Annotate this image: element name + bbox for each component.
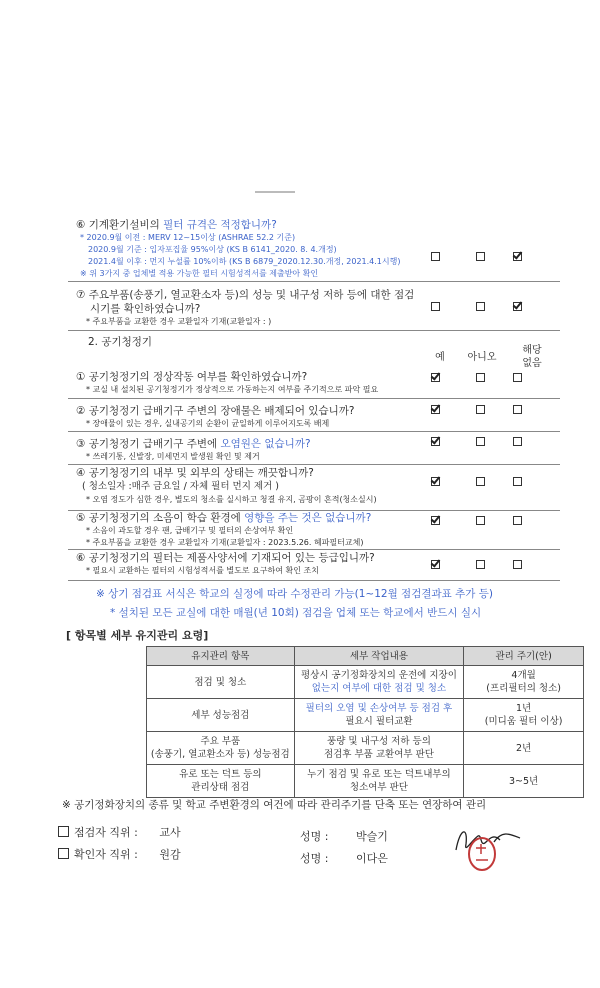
q7-sub: * 주요부품을 교환한 경우 교환일자 기재(교환일자 : ) bbox=[86, 317, 272, 326]
seal-mark bbox=[476, 844, 488, 860]
verifier-position: 원감 bbox=[159, 848, 181, 861]
table-row bbox=[147, 666, 584, 699]
s2q5-sub2: * 주요부품을 교환한 경우 교환일자 기재(교환일자 : 2023.5.26. 헤파필터교체) bbox=[86, 538, 364, 547]
header-cycle: 관리 주기(안) bbox=[464, 647, 584, 666]
s2q3-title-prefix: ③ 공기청정기 급배기구 주변에 bbox=[76, 438, 221, 450]
s2q3-title bbox=[76, 437, 560, 451]
table-row bbox=[147, 732, 584, 765]
row-item-line2: 관리상태 점검 bbox=[191, 782, 250, 793]
checked-checkbox-icon[interactable] bbox=[431, 560, 440, 569]
s2q5-title-prefix: ⑤ 공기청정기의 소음이 학습 환경에 bbox=[76, 512, 245, 524]
table-row bbox=[147, 765, 584, 798]
row-cycle-line2: (미디움 필터 이상) bbox=[484, 716, 563, 727]
q6-line-1: * 2020.9월 이전 : MERV 12~15이상 (ASHRAE 52.2 기준) bbox=[80, 233, 296, 242]
section2-heading: 2. 공기청정기 bbox=[88, 336, 153, 348]
q6-line-2: 2020.9월 기준 : 입자포집율 95%이상 (KS B 6141_2020. 8. 4.개정) bbox=[88, 245, 337, 254]
checkbox-icon[interactable] bbox=[431, 252, 440, 261]
divider bbox=[68, 330, 560, 331]
q6-title-prefix: ⑥ 기계환기설비의 bbox=[76, 219, 164, 231]
section2-q4 bbox=[76, 466, 560, 506]
section2-q3 bbox=[76, 437, 560, 463]
checkbox-icon[interactable] bbox=[476, 252, 485, 261]
name-label-1: 성명 : bbox=[300, 830, 329, 843]
section1-q6 bbox=[76, 218, 560, 280]
checkbox-icon[interactable] bbox=[513, 516, 522, 525]
checkbox-icon[interactable] bbox=[513, 560, 522, 569]
row-cycle bbox=[464, 699, 584, 732]
q6-line-3: 2021.4월 이후 : 먼지 누설률 10%이하 (KS B 6879_2020.12.30.개정, 2021.4.1시행) bbox=[88, 257, 401, 266]
maintenance-footnote: ※ 공기정화장치의 종류 및 학교 주변환경의 여건에 따라 관리주기를 단축 또는 연장하여 관리 bbox=[62, 799, 487, 811]
note-2: * 설치된 모든 교실에 대한 매월(년 10회) 점검을 업체 또는 학교에서 반드시 실시 bbox=[110, 607, 482, 619]
row-item-line2: (송풍기, 열교환소자 등) 성능점검 bbox=[150, 749, 290, 760]
checkbox-icon[interactable] bbox=[513, 437, 522, 446]
checkbox-icon[interactable] bbox=[476, 560, 485, 569]
col-yes-header: 예 bbox=[435, 352, 445, 363]
inspector-label: 점검자 직위 : bbox=[74, 826, 138, 839]
s2q6-title: ⑥ 공기청정기의 필터는 제품사양서에 기재되어 있는 등급입니까? bbox=[76, 552, 375, 564]
checkbox-icon[interactable] bbox=[513, 405, 522, 414]
checkbox-icon[interactable] bbox=[431, 302, 440, 311]
q6-title-emph: 필터 규격은 적정합니까? bbox=[163, 219, 277, 231]
section2-q5 bbox=[76, 511, 560, 549]
checkbox-icon[interactable] bbox=[476, 405, 485, 414]
row-work bbox=[294, 732, 464, 765]
checkbox-icon[interactable] bbox=[476, 437, 485, 446]
s2q2-title: ② 공기청정기 급배기구 주변의 장애물은 배제되어 있습니까? bbox=[76, 405, 355, 417]
row-work bbox=[294, 765, 464, 798]
checkbox-icon[interactable] bbox=[476, 302, 485, 311]
row-work-line2: 점검후 부품 교환여부 판단 bbox=[323, 749, 434, 760]
divider bbox=[68, 398, 560, 399]
header-work: 세부 작업내용 bbox=[294, 647, 464, 666]
row-work-line1: 평상시 공기정화장치의 운전에 지장이 bbox=[300, 670, 457, 681]
row-cycle-line2: (프리필터의 청소) bbox=[486, 683, 561, 694]
row-work-line2: 없는지 여부에 대한 점검 및 청소 bbox=[311, 683, 447, 694]
section2-q2 bbox=[76, 404, 560, 430]
inspector-position: 교사 bbox=[159, 826, 181, 839]
s2q5-sub1: * 소음이 과도할 경우 팬, 급배기구 및 필터의 손상여부 확인 bbox=[86, 526, 294, 535]
maintenance-heading: [ 항목별 세부 유지관리 요령] bbox=[66, 629, 209, 642]
divider bbox=[68, 281, 560, 282]
checked-checkbox-icon[interactable] bbox=[431, 405, 440, 414]
checkbox-icon[interactable] bbox=[476, 373, 485, 382]
s2q4-sub2: * 오염 정도가 심한 경우, 별도의 청소를 실시하고 청결 유지, 곰팡이 흔적(청소실시) bbox=[86, 495, 377, 504]
row-work-line1: 필터의 오염 및 손상여부 등 점검 후 bbox=[305, 703, 453, 714]
maintenance-table bbox=[146, 646, 584, 798]
header-item: 유지관리 항목 bbox=[147, 647, 295, 666]
s2q4-title: ④ 공기청정기의 내부 및 외부의 상태는 깨끗합니까? bbox=[76, 467, 314, 479]
s2q4-sub1: ( 청소일자 :매주 금요일 / 자체 필터 먼지 제거 ) bbox=[82, 481, 280, 492]
row-work-line1: 풍량 및 내구성 저하 등의 bbox=[327, 736, 431, 747]
table-row bbox=[147, 699, 584, 732]
section1-q7 bbox=[76, 288, 560, 328]
verifier-label: 확인자 직위 : bbox=[74, 848, 138, 861]
col-na-header-2: 없음 bbox=[522, 358, 542, 369]
s2q1-sub: * 교실 내 설치된 공기청정기가 정상적으로 가동하는지 여부를 주기적으로 파악 필요 bbox=[86, 385, 379, 394]
checkbox-icon bbox=[58, 848, 69, 859]
divider bbox=[68, 464, 560, 465]
s2q1-title: ① 공기청정기의 정상작동 여부를 확인하였습니까? bbox=[76, 371, 308, 383]
row-cycle-line1: 1년 bbox=[516, 703, 532, 714]
checkbox-icon bbox=[58, 826, 69, 837]
checkbox-icon[interactable] bbox=[513, 477, 522, 486]
verifier-row bbox=[58, 846, 181, 862]
checked-checkbox-icon[interactable] bbox=[431, 373, 440, 382]
col-na-header-1: 해당 bbox=[522, 345, 542, 356]
checkbox-icon[interactable] bbox=[513, 373, 522, 382]
table-header-row bbox=[147, 647, 584, 666]
row-item: 점검 및 청소 bbox=[147, 666, 295, 699]
name-row-1 bbox=[300, 828, 388, 844]
col-no-header: 아니오 bbox=[467, 352, 497, 363]
section2-q1 bbox=[76, 370, 560, 396]
row-work-line2: 필요시 필터교환 bbox=[345, 716, 413, 727]
checked-checkbox-icon[interactable] bbox=[431, 437, 440, 446]
name-1: 박슬기 bbox=[355, 830, 388, 843]
q7-title-line2: 시기를 확인하였습니까? bbox=[90, 303, 201, 315]
row-item: 세부 성능점검 bbox=[147, 699, 295, 732]
divider bbox=[68, 431, 560, 432]
signature-seal bbox=[450, 820, 530, 876]
s2q3-sub: * 쓰레기통, 신발장, 미세먼지 발생원 확인 및 제거 bbox=[86, 452, 260, 461]
q6-title bbox=[76, 218, 560, 232]
row-cycle-line1: 4개월 bbox=[511, 670, 536, 681]
s2q6-sub: * 필요시 교환하는 필터의 시험성적서를 별도로 요구하여 확인 조치 bbox=[86, 566, 319, 575]
page-top-mark bbox=[255, 191, 295, 193]
q7-title-line1: ⑦ 주요부품(송풍기, 열교환소자 등)의 성능 및 내구성 저하 등에 대한 점검 bbox=[76, 289, 415, 301]
row-item-line1: 주요 부품 bbox=[200, 736, 241, 747]
row-work-line2: 청소여부 판단 bbox=[349, 782, 408, 793]
divider bbox=[68, 580, 560, 581]
checkbox-icon[interactable] bbox=[476, 516, 485, 525]
note-1: ※ 상기 점검표 서식은 학교의 실정에 따라 수정관리 가능(1~12월 점검결과표 추가 등) bbox=[96, 588, 493, 600]
name-2: 이다은 bbox=[355, 852, 388, 865]
section2-q6 bbox=[76, 551, 560, 577]
s2q2-sub: * 장애물이 있는 경우, 실내공기의 순환이 균일하게 이루어지도록 배제 bbox=[86, 419, 330, 428]
row-work bbox=[294, 666, 464, 699]
q6-line-4: ※ 위 3가지 중 업체별 적용 가능한 필터 시험성적서를 제출받아 확인 bbox=[80, 269, 319, 278]
row-cycle: 3~5년 bbox=[464, 765, 584, 798]
row-item bbox=[147, 765, 295, 798]
inspector-row bbox=[58, 824, 181, 840]
s2q3-title-emph: 오염원은 없습니까? bbox=[220, 438, 311, 450]
checked-checkbox-icon[interactable] bbox=[431, 516, 440, 525]
name-row-2 bbox=[300, 850, 388, 866]
row-work-line1: 누기 점검 및 유로 또는 덕트내부의 bbox=[307, 769, 451, 780]
row-item-line1: 유로 또는 덕트 등의 bbox=[179, 769, 262, 780]
divider bbox=[68, 549, 560, 550]
row-item bbox=[147, 732, 295, 765]
checked-checkbox-icon[interactable] bbox=[431, 477, 440, 486]
s2q5-title bbox=[76, 511, 560, 525]
checked-checkbox-icon[interactable] bbox=[513, 252, 522, 261]
row-cycle: 2년 bbox=[464, 732, 584, 765]
checkbox-icon[interactable] bbox=[476, 477, 485, 486]
checked-checkbox-icon[interactable] bbox=[513, 302, 522, 311]
name-label-2: 성명 : bbox=[300, 852, 329, 865]
row-work bbox=[294, 699, 464, 732]
row-cycle bbox=[464, 666, 584, 699]
s2q5-title-emph: 영향을 주는 것은 없습니까? bbox=[244, 512, 372, 524]
